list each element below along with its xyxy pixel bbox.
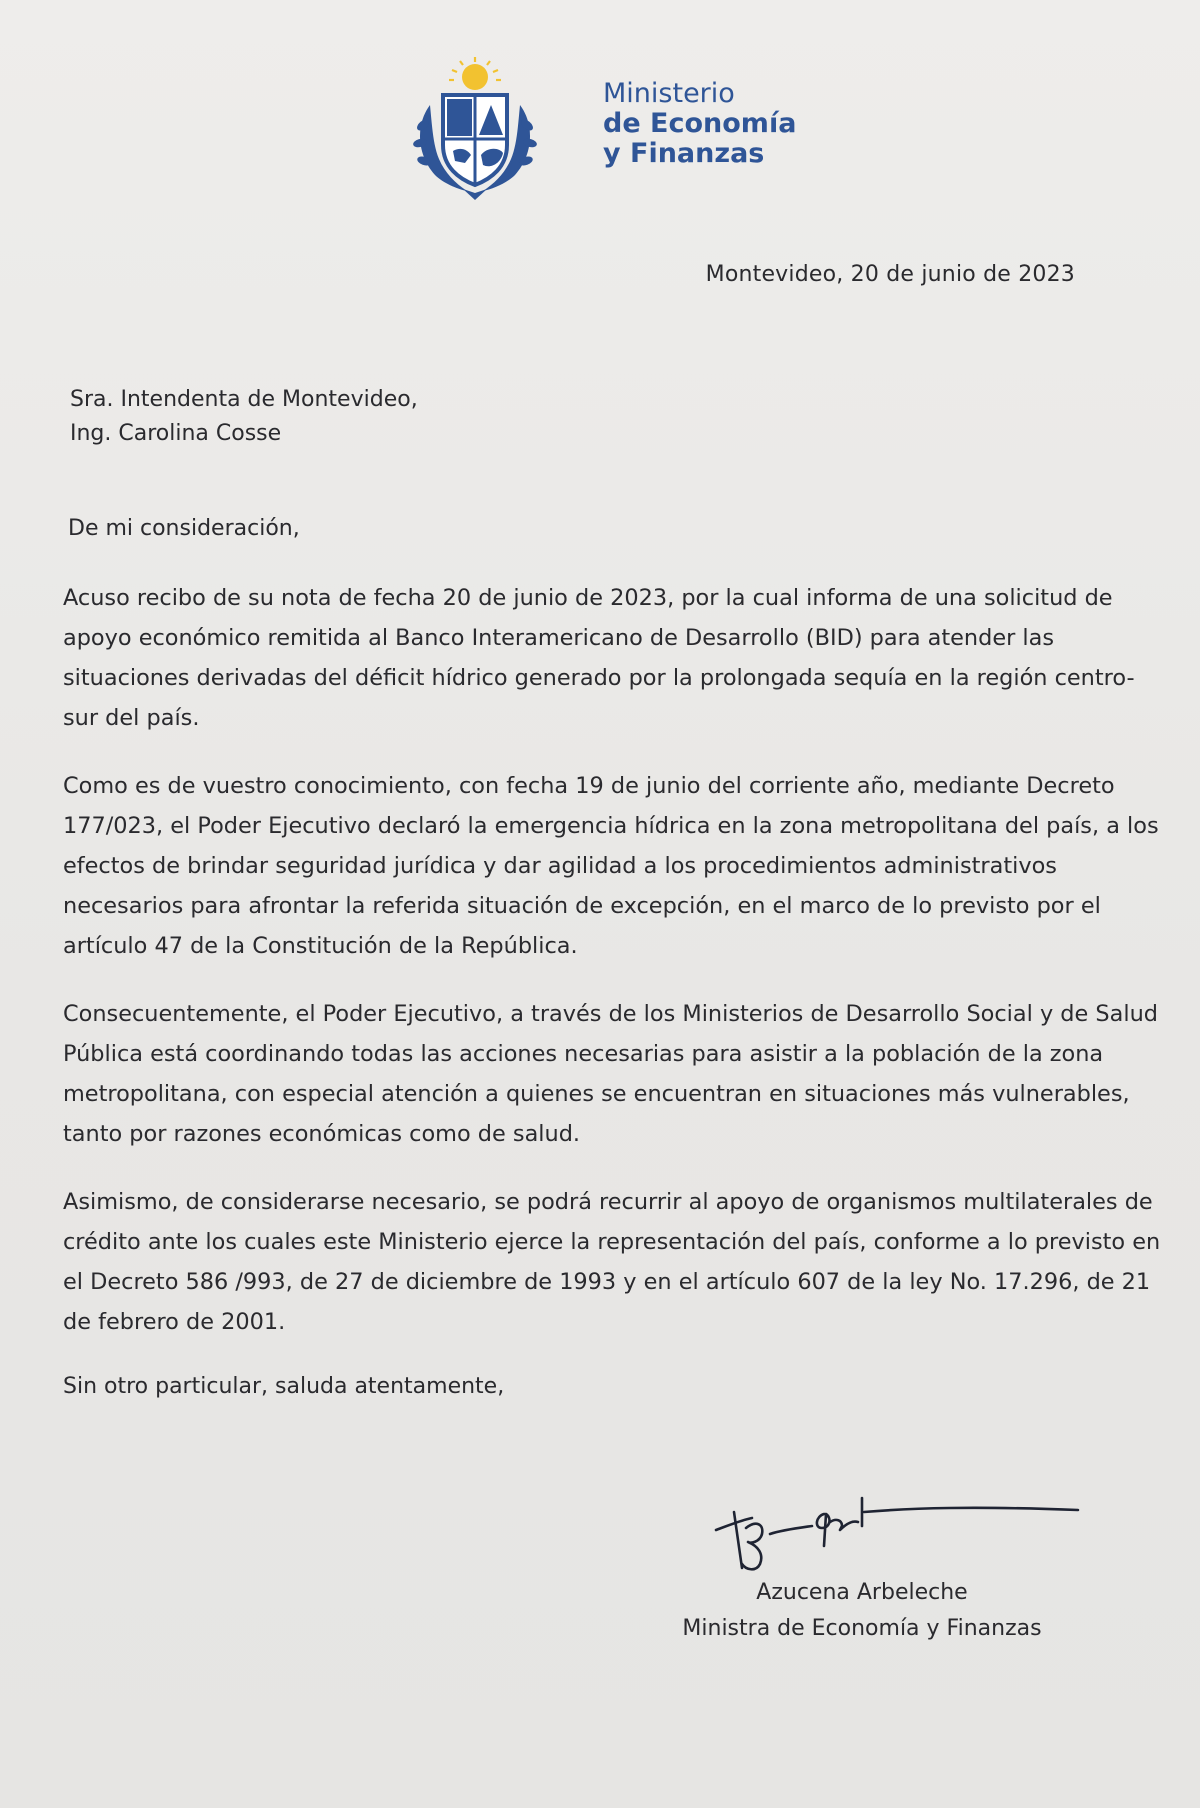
- signer-block: [652, 1575, 1072, 1647]
- ministry-name-line1: Ministerio: [603, 78, 735, 109]
- closing-salutation: Sin otro particular, saluda atentamente,: [63, 1374, 505, 1399]
- paragraph-3: Consecuentemente, el Poder Ejecutivo, a través de los Ministerios de Desarrollo Social y de Salud Pública está coordinando todas las acciones necesarias para asistir a la población de la zona metropolitana, con especial atención a quienes se encuentran en situaciones más vulnerables, tanto por razones económicas como de salud.: [63, 1001, 1158, 1147]
- ministry-name-line2: de Economía: [603, 108, 797, 139]
- paragraph-2: Como es de vuestro conocimiento, con fecha 19 de junio del corriente año, mediante Decreto 177/023, el Poder Ejecutivo declaró la emergencia hídrica en la zona metropolitana del país, a los efectos de brindar seguridad jurídica y dar agilidad a los procedimientos administrativos necesarios para afrontar la referida situación de excepción, en el marco de lo previsto por el artículo 47 de la Constitución de la República.: [63, 773, 1159, 959]
- recipient-block: [70, 383, 418, 451]
- letter-body: [63, 578, 1168, 1370]
- shield-icon: [443, 95, 507, 185]
- paragraph-1: Acuso recibo de su nota de fecha 20 de junio de 2023, por la cual informa de una solicitud de apoyo económico remitida al Banco Interamericano de Desarrollo (BID) para atender las situaciones derivadas del déficit hídrico generado por la prolongada sequía en la región centro-sur del país.: [63, 585, 1135, 731]
- paragraph-4: Asimismo, de considerarse necesario, se podrá recurrir al apoyo de organismos multilaterales de crédito ante los cuales este Ministerio ejerce la representación del país, conforme a lo previsto en el Decreto 586 /993, de 27 de diciembre de 1993 y en el artículo 607 de la ley No. 17.296, de 21 de febrero de 2001.: [63, 1189, 1161, 1335]
- signer-title: Ministra de Economía y Finanzas: [682, 1616, 1042, 1641]
- recipient-title: Sra. Intendenta de Montevideo,: [70, 387, 418, 412]
- ministry-name: [603, 79, 796, 169]
- sun-icon: [449, 57, 501, 90]
- ministry-name-line3: y Finanzas: [603, 138, 765, 169]
- letter-date: Montevideo, 20 de junio de 2023: [705, 262, 1075, 287]
- uruguay-coat-of-arms-logo: [405, 55, 545, 200]
- handwritten-signature: [712, 1490, 1082, 1580]
- signer-name: Azucena Arbeleche: [756, 1580, 968, 1605]
- recipient-name: Ing. Carolina Cosse: [70, 421, 282, 446]
- greeting: De mi consideración,: [68, 516, 300, 541]
- letterhead: [405, 55, 825, 205]
